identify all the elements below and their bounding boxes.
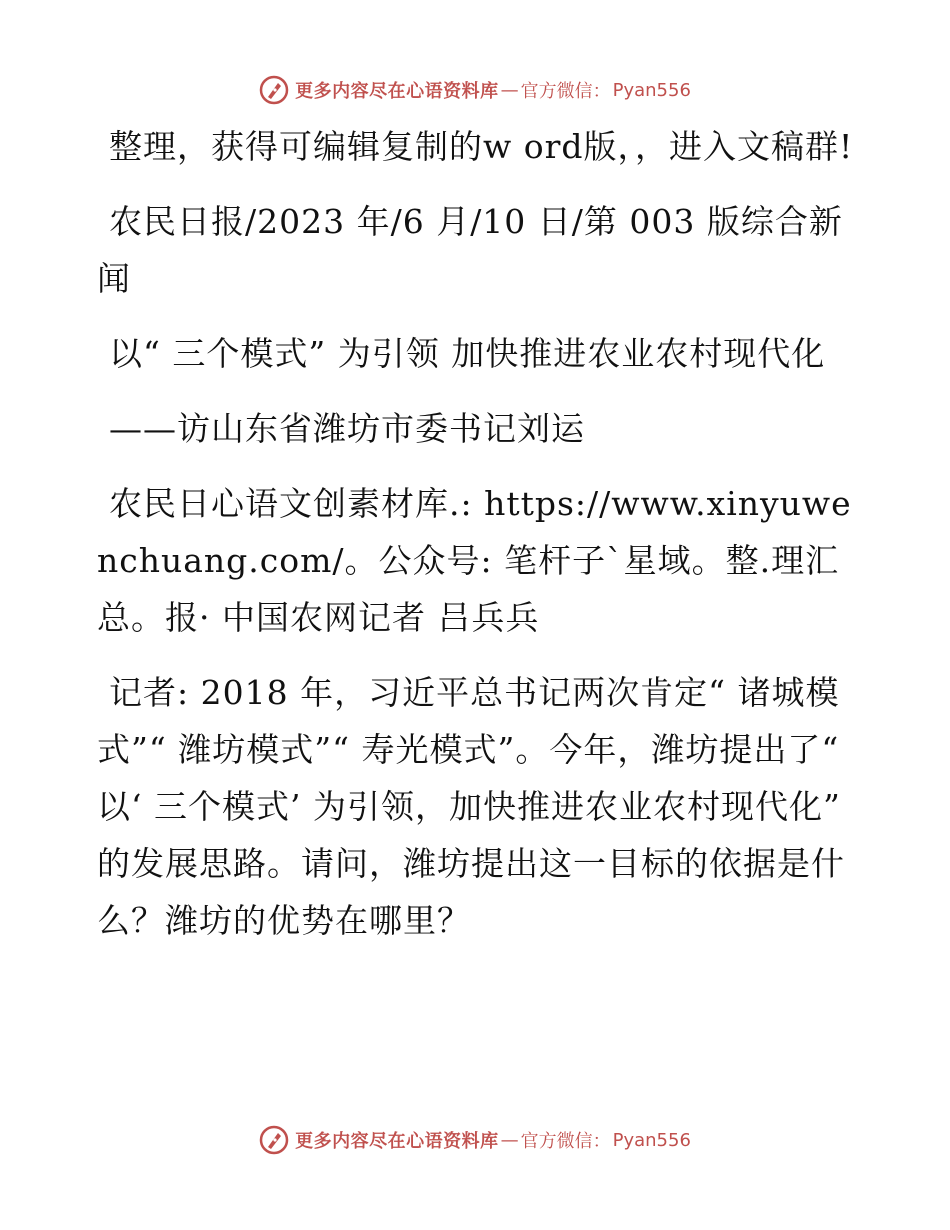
pen-nib-logo-icon bbox=[259, 75, 289, 105]
watermark-wechat-id: Pyan556 bbox=[612, 79, 691, 101]
pen-nib-logo-icon bbox=[259, 1125, 289, 1155]
watermark-wechat-id: Pyan556 bbox=[612, 1129, 691, 1151]
intro-note: 整理，获得可编辑复制的w ord版，，进入文稿群! bbox=[109, 127, 854, 166]
watermark-dash: — bbox=[500, 79, 519, 101]
watermark-label: 官方微信： bbox=[520, 81, 611, 102]
article-subtitle: ——访山东省潍坊市委书记刘运 bbox=[109, 409, 585, 448]
article-title: 以“ 三个模式” 为引领 加快推进农业农村现代化 bbox=[109, 334, 826, 373]
source-line: 农民日报/2023 年/6 月/10 日/第 003 版综合新闻 bbox=[97, 202, 843, 298]
interview-question: 记者: 2018 年，习近平总书记两次肯定“ 诸城模式”“ 潍坊模式”“ 寿光模式”。今年，潍坊提出了“ 以‘ 三个模式’ 为引领，加快推进农业农村现代化” 的发展思路。请问，潍坊提出这一目标的依据是什么？潍坊的优势在哪里？ bbox=[97, 673, 845, 940]
header-watermark bbox=[0, 70, 950, 110]
document-body bbox=[97, 118, 857, 967]
watermark-text: 更多内容尽在心语资料库 bbox=[295, 1131, 499, 1152]
byline: 农民日心语文创素材库.: https://www.xinyuwenchuang.com/。公众号: 笔杆子`星域。整.理汇总。报· 中国农网记者 吕兵兵 bbox=[97, 484, 852, 637]
watermark-dash: — bbox=[500, 1129, 519, 1151]
watermark-label: 官方微信： bbox=[520, 1131, 611, 1152]
watermark-text: 更多内容尽在心语资料库 bbox=[295, 81, 499, 102]
footer-watermark bbox=[0, 1120, 950, 1160]
